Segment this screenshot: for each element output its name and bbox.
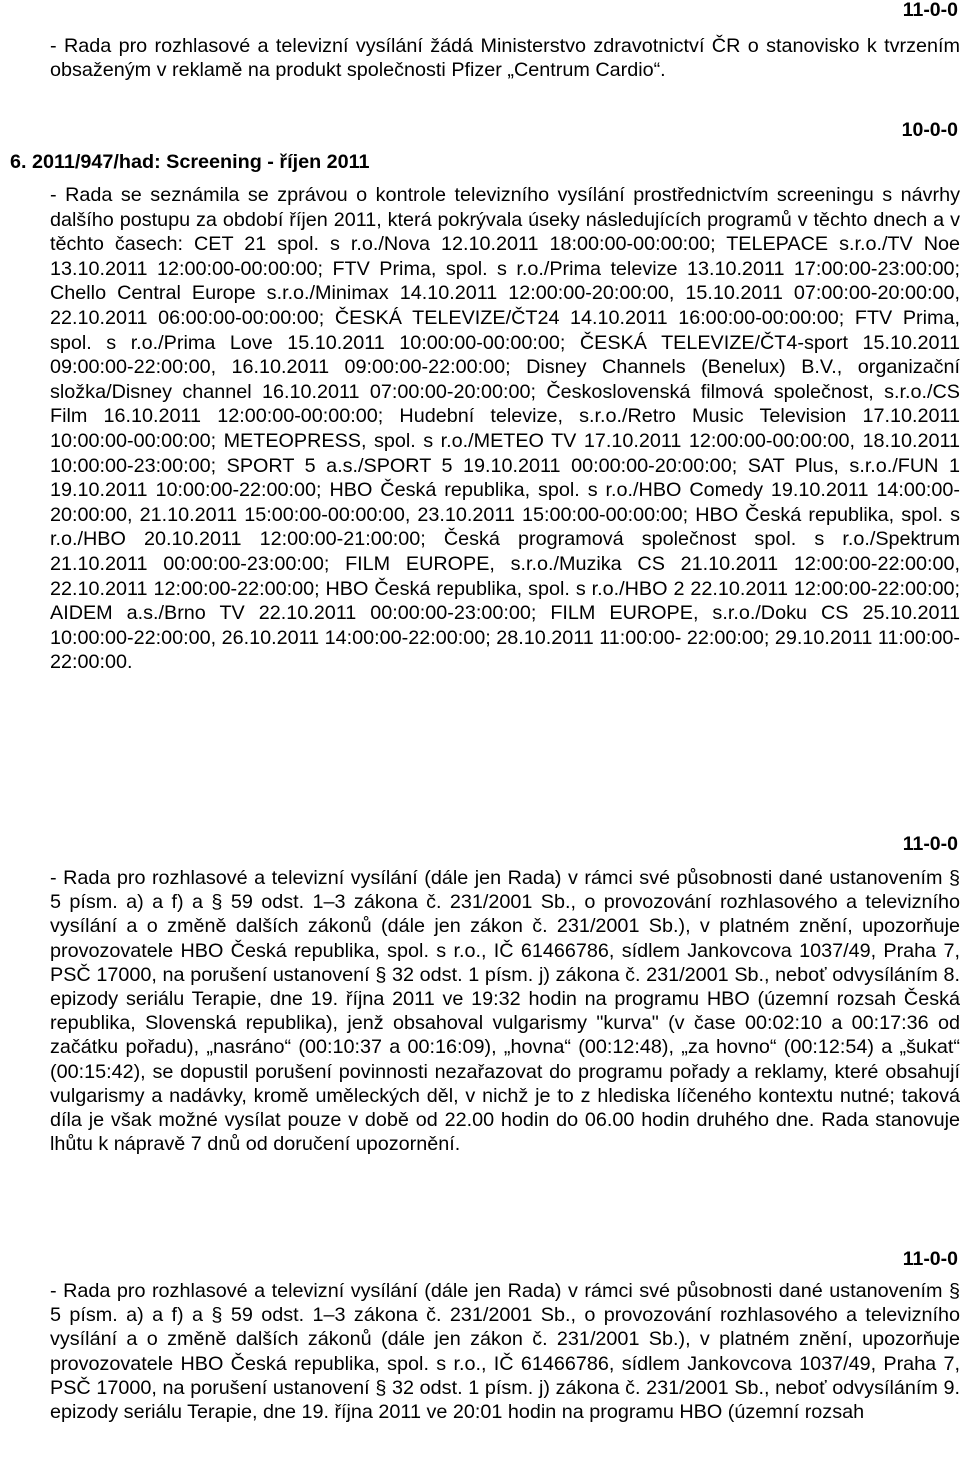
resolution-paragraph: - Rada pro rozhlasové a televizní vysílání (dále jen Rada) v rámci své působnosti dané ustanovením § 5 písm. a) a f) a § 59 odst. 1–3 zákona č. 231/2001 Sb., o provozování rozhlasového a televizního vysílání a o změně dalších zákonů (dále jen zákon č. 231/2001 Sb.), v platném znění, upozorňuje provozovatele HBO Česká republika, spol. s r.o., IČ 61466786, sídlem Jankovcova 1037/49, Praha 7, PSČ 17000, na porušení ustanovení § 32 odst. 1 písm. j) zákona č. 231/2001 Sb., neboť odvysíláním 8. epizody seriálu Terapie, dne 19. října 2011 ve 19:32 hodin na programu HBO (územní rozsah Česká republika, Slovenská republika), jenž obsahoval vulgarismy "kurva" (v čase 00:02:10 a 00:17:36 od začátku pořadu), „nasráno“ (00:10:37 a 00:16:09), „hovna“ (00:12:48), „za hovno“ (00:12:54) a „šukat“ (00:15:42), se dopustil porušení povinnosti nezařazovat do programu pořady a reklamy, které obsahují vulgarismy a nadávky, kromě uměleckých děl, v nichž je to z hlediska líčeného kontextu nutné; taková díla je však možné vysílat pouze v době od 22.00 hodin do 06.00 hodin druhého dne. Rada stanovuje lhůtu k nápravě 7 dnů od doručení upozornění. (50, 867, 960, 1156)
vote-result: 11-0-0 (902, 0, 958, 21)
vote-result: 11-0-0 (902, 833, 958, 855)
resolution-paragraph: - Rada se seznámila se zprávou o kontrole televizního vysílání prostřednictvím screeningu s návrhy dalšího postupu za období říjen 2011, která pokrývala úseky následujících programů v těchto dnech a v těchto časech: CET 21 spol. s r.o./Nova 12.10.2011 18:00:00-00:00:00; TELEPACE s.r.o./TV Noe 13.10.2011 12:00:00-00:00:00; FTV Prima, spol. s r.o./Prima televize 13.10.2011 17:00:00-23:00:00; Chello Central Europe s.r.o./Minimax 14.10.2011 12:00:00-20:00:00, 15.10.2011 07:00:00-20:00:00, 22.10.2011 06:00:00-00:00:00; ČESKÁ TELEVIZE/ČT24 14.10.2011 16:00:00-00:00:00; FTV Prima, spol. s r.o./Prima Love 15.10.2011 10:00:00-00:00:00; ČESKÁ TELEVIZE/ČT4-sport 15.10.2011 09:00:00-22:00:00, 16.10.2011 09:00:00-22:00:00; Disney Channels (Benelux) B.V., organizační složka/Disney channel 16.10.2011 07:00:00-20:00:00; Československá filmová společnost, s.r.o./CS Film 16.10.2011 12:00:00-00:00:00; Hudební televize, s.r.o./Retro Music Television 17.10.2011 10:00:00-00:00:00; METEOPRESS, spol. s r.o./METEO TV 17.10.2011 12:00:00-00:00:00, 18.10.2011 10:00:00-23:00:00; SPORT 5 a.s./SPORT 5 19.10.2011 00:00:00-20:00:00; SAT Plus, s.r.o./FUN 1 19.10.2011 10:00:00-22:00:00; HBO Česká republika, spol. s r.o./HBO Comedy 19.10.2011 14:00:00-20:00:00, 21.10.2011 15:00:00-00:00:00, 23.10.2011 15:00:00-00:00:00; HBO Česká republika, spol. s r.o./HBO 20.10.2011 12:00:00-21:00:00; Česká programová společnost spol. s r.o./Spektrum 21.10.2011 00:00:00-23:00:00; FILM EUROPE, s.r.o./Muzika CS 21.10.2011 12:00:00-22:00:00, 22.10.2011 12:00:00-22:00:00; HBO Česká republika, spol. s r.o./HBO 2 22.10.2011 12:00:00-22:00:00; AIDEM a.s./Brno TV 22.10.2011 00:00:00-23:00:00; FILM EUROPE, s.r.o./Doku CS 25.10.2011 10:00:00-22:00:00, 26.10.2011 14:00:00-22:00:00; 28.10.2011 11:00:00- 22:00:00; 29.10.2011 11:00:00-22:00:00. (50, 184, 960, 674)
agenda-item-heading: 6. 2011/947/had: Screening - říjen 2011 (10, 151, 370, 173)
vote-result: 11-0-0 (902, 1248, 958, 1270)
resolution-paragraph: - Rada pro rozhlasové a televizní vysílání žádá Ministerstvo zdravotnictví ČR o stanovisko k tvrzením obsaženým v reklamě na produkt společnosti Pfizer „Centrum Cardio“. (50, 35, 960, 82)
resolution-paragraph: - Rada pro rozhlasové a televizní vysílání (dále jen Rada) v rámci své působnosti dané ustanovením § 5 písm. a) a f) a § 59 odst. 1–3 zákona č. 231/2001 Sb., o provozování rozhlasového a televizního vysílání a o změně dalších zákonů (dále jen zákon č. 231/2001 Sb.), v platném znění, upozorňuje provozovatele HBO Česká republika, spol. s r.o., IČ 61466786, sídlem Jankovcova 1037/49, Praha 7, PSČ 17000, na porušení ustanovení § 32 odst. 1 písm. j) zákona č. 231/2001 Sb., neboť odvysíláním 9. epizody seriálu Terapie, dne 19. října 2011 ve 20:01 hodin na programu HBO (územní rozsah (50, 1280, 960, 1424)
vote-result: 10-0-0 (901, 119, 958, 141)
